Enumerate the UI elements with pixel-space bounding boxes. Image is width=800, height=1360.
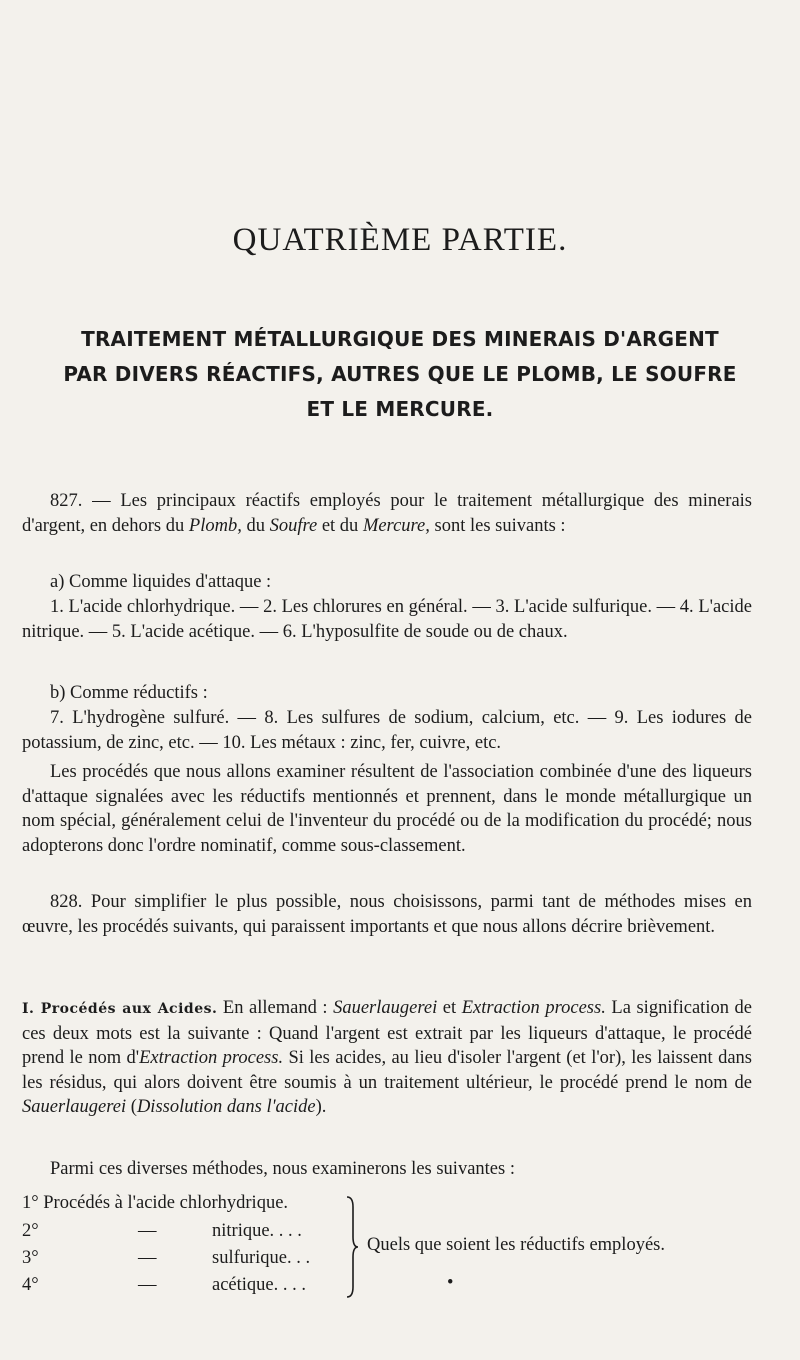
paragraph-827: 827. — Les principaux réactifs employés pour le traitement métallurgique des minerais d'argent, en dehors du Plomb, du Soufre et du Mercure, sont les suivants : (22, 491, 752, 536)
reagents-b-list: 7. L'hydrogène sulfuré. — 8. Les sulfures de sodium, calcium, etc. — 9. Les iodures de potassium, de zinc, etc. — 10. Les métaux : zinc, fer, cuivre, etc. (22, 708, 752, 753)
document-page: QUATRIÈME PARTIE. TRAITEMENT MÉTALLURGIQUE DES MINERAIS D'ARGENT PAR DIVERS RÉACTIFS, AUTRES QUE LE PLOMB, LE SOUFRE ET LE MERCURE. 827. — Les principaux réactifs employés pour le traitement métallurgique des minerais d'argent, en dehors du Plomb, du Soufre et du Mercure, sont les suivants : a) Comme liquides d'attaque : 1. L'acide chlorhydrique. — 2. Les chlorures en général. — 3. L'acide sulfurique. — 4. L'acide nitrique. — 5. L'acide acétique. — 6. L'hyposulfite de soude ou de chaux. b) Comme réductifs : 7. L'hydrogène sulfuré. — 8. Les sulfures de sodium, calcium, etc. — 9. Les iodures de potassium, de zinc, etc. — 10. Les métaux : zinc, fer, cuivre, etc. Les procédés que nous allons examiner résultent de l'association combinée d'une des liqueurs d'attaque signalées avec les réductifs mentionnés et prennent, dans le monde métallurgique un nom spécial, généralement celui de l'inventeur du procédé ou de la modification du procédé; nous adopterons donc l'ordre nominatif, comme sous-classement. 828. Pour simplifier le plus possible, nous choisissons, parmi tant de méthodes mises en œuvre, les procédés suivants, qui paraissent importants et que nous allons décrire brièvement. I. Procédés aux Acides. En allemand : Sauerlaugerei et Extraction process. La signification de ces deux mots est la suivante : Quand l'argent est extrait par les liqueurs d'attaque, le procédé prend le nom d'Extraction process. Si les acides, au lieu d'isoler l'argent (et l'or), les laissent dans les résidus, qui alors doivent être soumis à un traitement ultérieur, le procédé prend le nom de Sauerlaugerei (Dissolution dans l'acide). Parmi ces diverses méthodes, nous examinerons les suivantes : 1° Procédés à l'acide chlorhydrique. 2° — nitrique. . . . 3° — sulfurique. . . 4° — acétique. . . . Quels que soient les réductifs employés. • (0, 0, 800, 1360)
paragraph-procedes: Les procédés que nous allons examiner résultent de l'association combinée d'une des liqueurs d'attaque signalées avec les réductifs mentionnés et prennent, dans le monde métallurgique un nom spécial, généralement celui de l'inventeur du procédé ou de la modification du procédé; nous adopterons donc l'ordre nominatif, comme sous-classement. (22, 762, 752, 856)
stray-mark: • (447, 1273, 454, 1293)
paragraph-828: 828. Pour simplifier le plus possible, nous choisissons, parmi tant de méthodes mises en œuvre, les procédés suivants, qui paraissent importants et que nous allons décrire brièvement. (22, 892, 752, 937)
section-acides: I. Procédés aux Acides. En allemand : Sauerlaugerei et Extraction process. La signification de ces deux mots est la suivante : Quand l'argent est extrait par les liqueurs d'attaque, le procédé prend le nom d'Extraction process. Si les acides, au lieu d'isoler l'argent (et l'or), les laissent dans les résidus, qui alors doivent être soumis à un traitement ultérieur, le procédé prend le nom de Sauerlaugerei (Dissolution dans l'acide). (22, 998, 752, 1117)
subtitle-line-3: ET LE MERCURE. (306, 397, 494, 421)
paragraph-parmi: Parmi ces diverses méthodes, nous examinerons les suivantes : (50, 1159, 515, 1179)
reagents-a-list: 1. L'acide chlorhydrique. — 2. Les chlorures en général. — 3. L'acide sulfurique. — 4. L'acide nitrique. — 5. L'acide acétique. — 6. L'hyposulfite de soude ou de chaux. (22, 597, 752, 642)
reagents-a-heading: a) Comme liquides d'attaque : (50, 572, 272, 592)
part-title: QUATRIÈME PARTIE. (232, 222, 568, 258)
right-brace (345, 1195, 359, 1299)
brace-label: Quels que soient les réductifs employés. (367, 1235, 665, 1255)
reagents-b-heading: b) Comme réductifs : (50, 683, 208, 703)
subtitle-line-2: PAR DIVERS RÉACTIFS, AUTRES QUE LE PLOMB, LE SOUFRE (63, 362, 737, 386)
part-subtitle (0, 322, 800, 427)
section-heading: I. Procédés aux Acides. (22, 1001, 218, 1017)
subtitle-line-1: TRAITEMENT MÉTALLURGIQUE DES MINERAIS D'ARGENT (81, 327, 719, 351)
